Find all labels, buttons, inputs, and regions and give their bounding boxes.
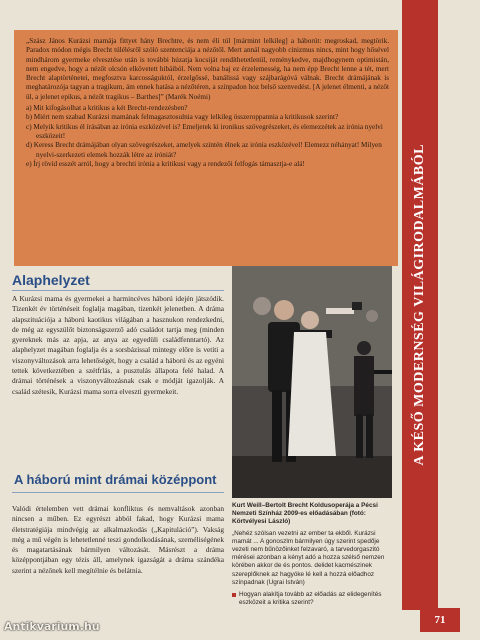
page-number: 71 [420, 608, 460, 632]
question-d: d) Keress Brecht drámájában olyan szövegrészeket, amelyek szintén élnek az irónia eszközével! Elemezz néhányat! Milyen nyelvi-szerkezeti elemek hozzák létre az iróniát? [26, 141, 382, 159]
section-text-alaphelyzet: A Kurázsi mama és gyermekei a harmincéves háború idején játszódik. Tizenkét év történéseit foglalja magában, tizenkét jelenetben. A dráma alapszituációja a háború kaotikus világában a hasznukon rendezkedni, de még az egyszülőt biztonságszerző adó családot tartja meg (minden gyereknek más az apja, az anya az egyedüli családfenntartó). Az alaphelyzet magában foglalja és a sorsbázissal mintegy előre is vetíti a viszonyváltozások arra lehetőségét, hogy a család a háború és az egyéni tettek következtében a szétfrlás, a pusztulás állapota felé halad. A drámai történések a viszonyváltozásnak csak e módját igazolják. A család szétesik, Kurázsi mama sorra elveszti gyermekeit. [12, 294, 224, 396]
section-heading-alaphelyzet: Alaphelyzet [12, 272, 90, 288]
heading-rule [12, 290, 224, 291]
heading-rule [12, 492, 224, 493]
exercise-intro: „Szász János Kurázsi mamája fittyet hány Brechtre, és nem éli túl [mármint lelkileg] a háborút: megroskad, megtörik. Paradox módon mégis Brecht túlélésről szóló szentenciája a nézőtől. Mert annál nagyobb cinizmus nincs, mint hogy hősével mindhárom gyermeke elvesztése után is további húzatja kocsiját rendíthetetlenül, reménykedve, majdhogynem optimistán, nem engedve, hogy a nézőt olcsón elkövetett hibáiból. Nem volna baj ez érzelemesség, ha nem épp Brecht lenne a tét, mert Brecht alaptörténetei, megfosztva karcosságuktól, érzelgőssé, banálissá vagy szájbarágóvá válnak. Brecht drámájának is meghatározója tagyan a tragikum, ám ennek hatása a nézőtéren, a színpadon hoz belső szenvedést. [A jelenet élmenti, a nézőt ül, a jelenet epikus, a nézőt tragikus – Barthes]” (Marék Noémi) [26, 37, 389, 101]
question-e: e) Írj rövid esszét arról, hogy a brechti irónia a kritikusi vagy a rendezői felfogás támasztja-e alá! [26, 159, 305, 168]
caption-quote: „Nehéz szólsan vezetni az ember ta ekből. Kurázsi mamát ... A gonoszlm bármilyen úgy szerint spedője vezeti nem bűnözőinket felzavaró, a tarvedorgaszitó mérései azonban a kényt adó a hozza szélső nemzen körében akkor de és pontos. delidet kacmészinek szereplőknek az hagyóke lé kell a hozzá előadhoz színpadnak (Ugrai István) [232, 529, 385, 586]
caption-title: Kurt Weill–Bertolt Brecht Koldusoperája a Pécsi Nemzeti Színház 2009-es előadásában (fotó: Körtvélyesi László) [232, 502, 378, 526]
exercise-questions [26, 104, 389, 169]
caption-task: Hogyan alakítja tovább az előadás az elidegenítés eszközeit a kritika szerint? [232, 591, 394, 607]
photo-caption [232, 502, 394, 607]
stage-photo [232, 266, 392, 498]
section-text-haboru: Valódi értelemben vett drámai konfliktus és nemvaltások azonban nincsen a műben. Ez egyrészt abból fakad, hogy Kurázsi mama életstratégiája mindvégig az alkalmazkodás („Kapituláció”). Vakság még a mű végén is lehetetlenné teszi gondolkodásának, személiségének és magatartásának bármilyen változását. Másrészt a dráma középpontjában egy tézis áll, amelynek igazságát a dráma szándéka szerint a nézőnek kell megítélnie és belátnia. [12, 504, 224, 575]
question-b: b) Miért nem szabad Kurázsi mamának felmagasztosulnia vagy lelkileg összeroppannia a kritikusok szerint? [26, 113, 339, 122]
question-c: c) Melyik kritikus él írásában az irónia eszközével is? Emeljetek ki ironikus szövegrészeket, és elemezzétek az irónia nyelvi eszközeit! [26, 122, 383, 140]
exercise-box [14, 30, 398, 266]
section-heading-haboru: A háború mint drámai középpont [14, 472, 217, 487]
chapter-title [402, 10, 438, 600]
watermark-logo: Antikvarium.hu [4, 620, 100, 633]
question-a: a) Mit kifogásolhat a kritikus a két Brecht-rendezésben? [26, 104, 188, 113]
chapter-title-text: A KÉSŐ MODERNSÉG VILÁGIRODALMÁBÓL [412, 144, 427, 466]
